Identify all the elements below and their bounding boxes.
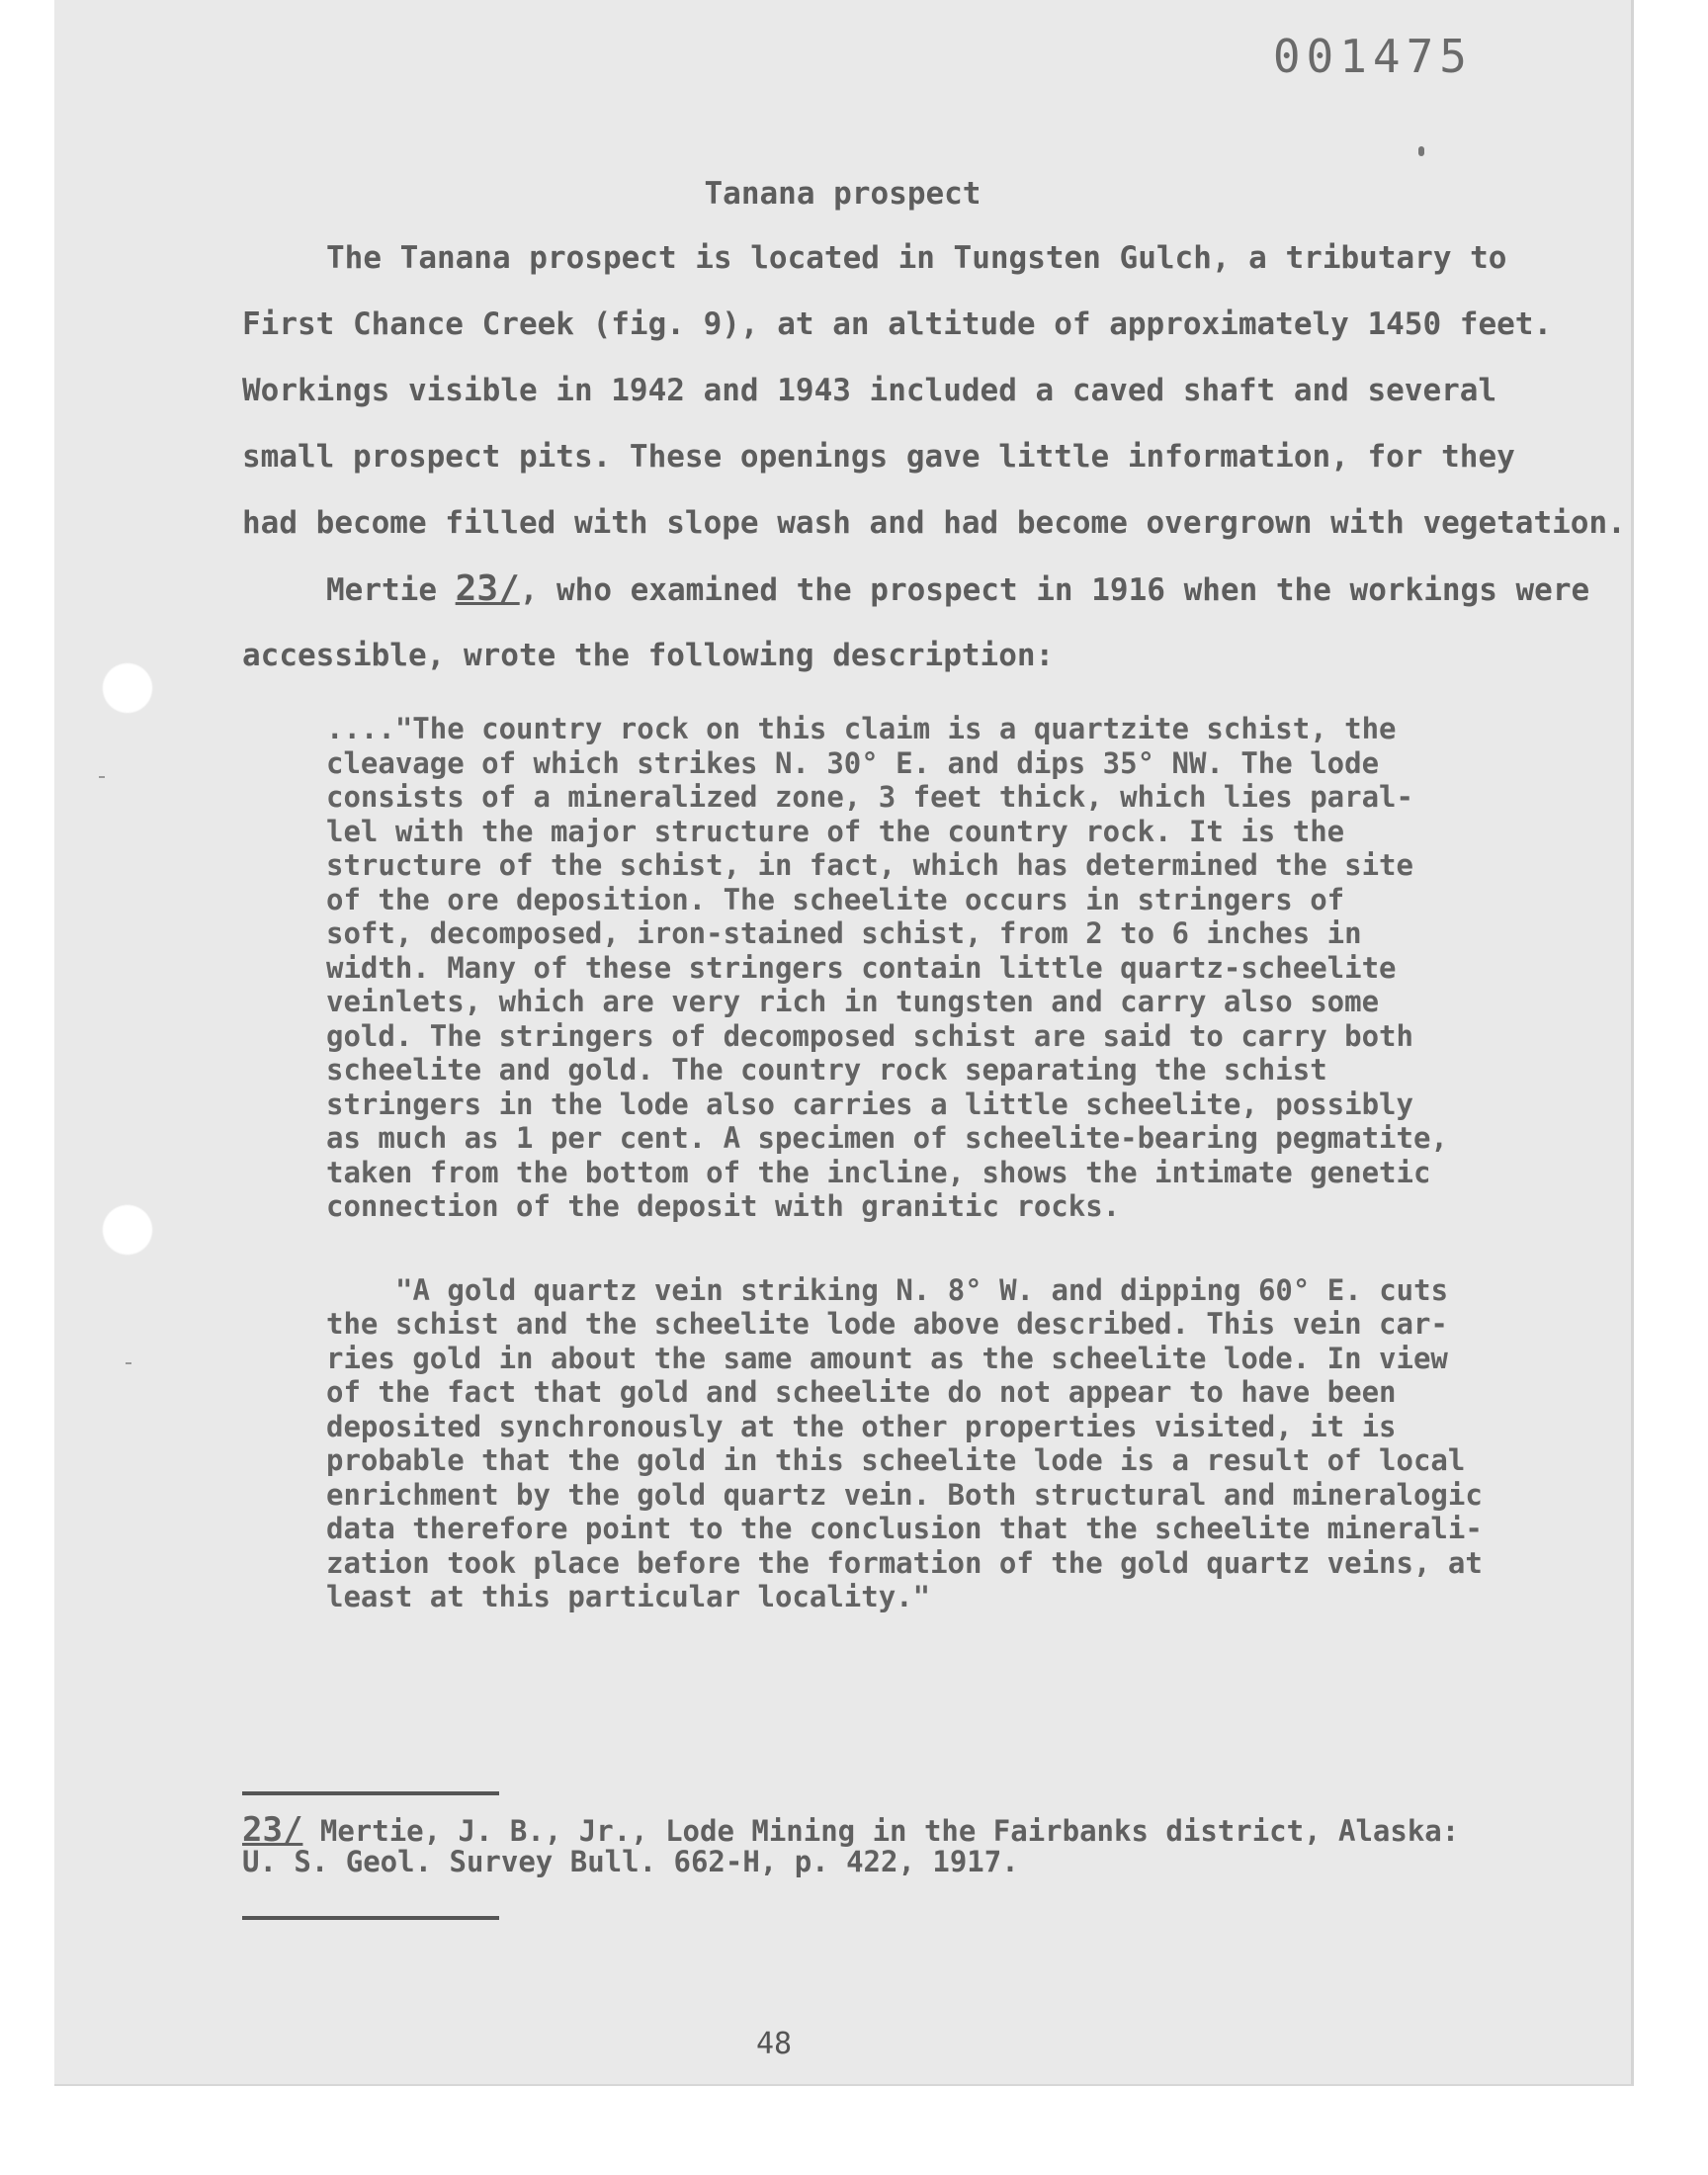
scan-speck: [126, 1362, 131, 1364]
quote-line: gold. The stringers of decomposed schist are said to carry both: [326, 1018, 1413, 1053]
quote-line: scheelite and gold. The country rock separating the schist: [326, 1053, 1327, 1087]
quote-line: stringers in the lode also carries a little scheelite, possibly: [326, 1087, 1413, 1121]
quote-line: of the fact that gold and scheelite do not appear to have been: [326, 1375, 1397, 1409]
footnote-number: 23/: [242, 1810, 303, 1850]
quote-line: the schist and the scheelite lode above described. This vein car-: [326, 1307, 1448, 1341]
section-title: Tanana prospect: [704, 176, 982, 212]
scan-speck: [99, 776, 105, 778]
quote-line: deposited synchronously at the other properties visited, it is: [326, 1409, 1397, 1443]
quote-line: structure of the schist, in fact, which has determined the site: [326, 848, 1413, 882]
quote-line: as much as 1 per cent. A specimen of scheelite-bearing pegmatite,: [326, 1121, 1448, 1155]
quote-line: connection of the deposit with granitic rocks.: [326, 1189, 1121, 1223]
footnote-rule-bottom: [242, 1916, 499, 1920]
footnote-line: U. S. Geol. Survey Bull. 662-H, p. 422, 1917.: [242, 1845, 1019, 1878]
quote-line: consists of a mineralized zone, 3 feet thick, which lies paral-: [326, 780, 1413, 814]
quote-line: cleavage of which strikes N. 30° E. and dips 35° NW. The lode: [326, 745, 1380, 780]
quote-line: data therefore point to the conclusion that the scheelite minerali-: [326, 1512, 1483, 1545]
quote-line: enrichment by the gold quartz vein. Both structural and mineralogic: [326, 1477, 1483, 1512]
document-page: [54, 0, 1634, 2086]
footnote-line: [242, 1810, 1527, 1850]
footnote: [242, 1810, 1527, 1878]
quote-line: of the ore deposition. The scheelite occurs in stringers of: [326, 882, 1345, 916]
quote-line: width. Many of these stringers contain little quartz-scheelite: [326, 950, 1397, 985]
paragraph1-line: First Chance Creek (fig. 9), at an altitude of approximately 1450 feet.: [242, 306, 1553, 342]
quote-line: probable that the gold in this scheelite lode is a result of local: [326, 1443, 1466, 1477]
paragraph2-author: Mertie: [326, 572, 456, 608]
punch-hole-upper: [102, 662, 153, 714]
quote-line: ...."The country rock on this claim is a quartzite schist, the: [326, 712, 1397, 745]
paragraph1-line: Workings visible in 1942 and 1943 included a caved shaft and several: [242, 373, 1497, 408]
paragraph2-line: accessible, wrote the following description:: [242, 638, 1055, 673]
page-stamp: 001475: [1272, 30, 1473, 83]
block-quote: [326, 712, 1532, 1614]
page-number: 48: [756, 2027, 793, 2061]
paragraph2-text: , who examined the prospect in 1916 when the workings were: [519, 572, 1590, 608]
footnote-reference: 23/: [455, 568, 520, 609]
paragraph1-line: had become filled with slope wash and had become overgrown with vegetation.: [242, 505, 1626, 541]
quote-line: ries gold in about the same amount as the scheelite lode. In view: [326, 1341, 1448, 1375]
footnote-rule-top: [242, 1791, 499, 1795]
footnote-text: Mertie, J. B., Jr., Lode Mining in the Fairbanks district, Alaska:: [302, 1814, 1460, 1848]
quote-line: "A gold quartz vein striking N. 8° W. and dipping 60° E. cuts: [395, 1272, 1449, 1307]
ink-mark: [1418, 146, 1424, 156]
paragraph1-line: The Tanana prospect is located in Tungsten Gulch, a tributary to: [326, 240, 1507, 276]
punch-hole-lower: [102, 1204, 153, 1256]
quote-line: lel with the major structure of the country rock. It is the: [326, 814, 1345, 848]
quote-line: taken from the bottom of the incline, shows the intimate genetic: [326, 1155, 1431, 1189]
quote-line: veinlets, which are very rich in tungsten and carry also some: [326, 985, 1380, 1018]
quote-line: least at this particular locality.": [326, 1580, 931, 1613]
paragraph2-line: [242, 568, 1590, 635]
paragraph1-line: small prospect pits. These openings gave little information, for they: [242, 439, 1515, 475]
quote-line: zation took place before the formation of the gold quartz veins, at: [326, 1545, 1483, 1580]
quote-line: soft, decomposed, iron-stained schist, from 2 to 6 inches in: [326, 916, 1362, 950]
paragraph-gap: [326, 1224, 1532, 1273]
body-text: [242, 237, 1626, 701]
